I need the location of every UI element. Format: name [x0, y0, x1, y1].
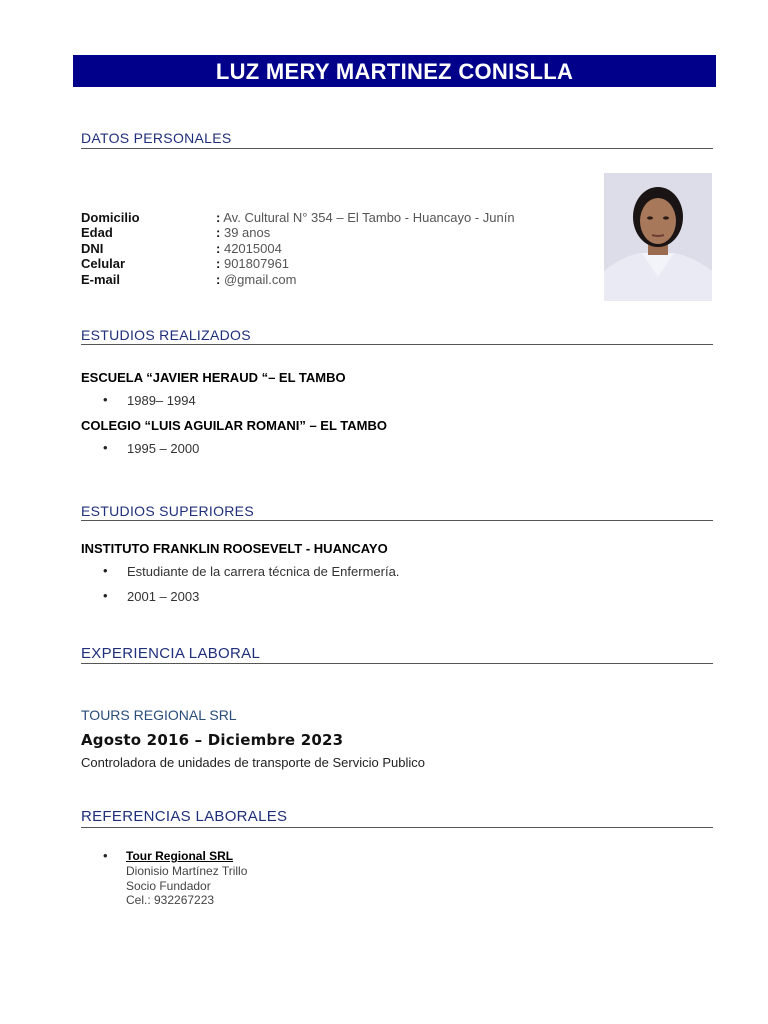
section-title-references: REFERENCIAS LABORALES	[81, 808, 288, 825]
value-dni: : 42015004	[216, 241, 282, 256]
school-aguilar: COLEGIO “LUIS AGUILAR ROMANI” – EL TAMBO	[81, 418, 387, 433]
bullet-icon: •	[103, 440, 108, 455]
bullet-icon: •	[103, 848, 108, 863]
section-divider	[81, 148, 713, 149]
work-period: Agosto 2016 – Diciembre 2023	[81, 731, 344, 749]
career-text: Estudiante de la carrera técnica de Enfermería.	[127, 564, 400, 579]
reference-position: Socio Fundador	[126, 879, 211, 893]
value-celular: : 901807961	[216, 256, 290, 271]
value-edad: : 39 anos	[216, 225, 271, 240]
label-celular: Celular	[81, 256, 126, 271]
profile-photo	[604, 173, 712, 301]
value-email: : @gmail.com	[216, 272, 297, 287]
bullet-icon: •	[103, 588, 108, 603]
label-dni: DNI	[81, 241, 104, 256]
reference-person: Dionisio Martínez Trillo	[126, 864, 248, 878]
reference-phone: Cel.: 932267223	[126, 893, 215, 907]
section-divider	[81, 827, 713, 828]
section-title-personal: DATOS PERSONALES	[81, 130, 232, 146]
section-divider	[81, 663, 713, 664]
full-name: LUZ MERY MARTINEZ CONISLLA	[215, 59, 574, 84]
bullet-icon: •	[103, 392, 108, 407]
reference-company: Tour Regional SRL	[126, 849, 234, 863]
label-domicilio: Domicilio	[81, 210, 140, 225]
institute-name: INSTITUTO FRANKLIN ROOSEVELT - HUANCAYO	[81, 541, 388, 556]
name-banner	[73, 55, 716, 87]
job-role: Controladora de unidades de transporte de Servicio Publico	[81, 755, 425, 770]
label-edad: Edad	[81, 225, 113, 240]
section-title-experience: EXPERIENCIA LABORAL	[81, 645, 261, 662]
higher-years: 2001 – 2003	[127, 589, 200, 604]
bullet-icon: •	[103, 563, 108, 578]
company-name: TOURS REGIONAL SRL	[81, 707, 237, 723]
school-aguilar-years: 1995 – 2000	[127, 441, 200, 456]
section-divider	[81, 520, 713, 521]
school-heraud-years: 1989– 1994	[127, 393, 196, 408]
section-title-higher: ESTUDIOS SUPERIORES	[81, 503, 254, 519]
section-divider	[81, 344, 713, 345]
label-email: E-mail	[81, 272, 121, 287]
section-title-studies: ESTUDIOS REALIZADOS	[81, 327, 251, 343]
school-heraud: ESCUELA “JAVIER HERAUD “– EL TAMBO	[81, 370, 346, 385]
value-domicilio: : Av. Cultural N° 354 – El Tambo - Huancayo - Junín	[216, 210, 515, 225]
